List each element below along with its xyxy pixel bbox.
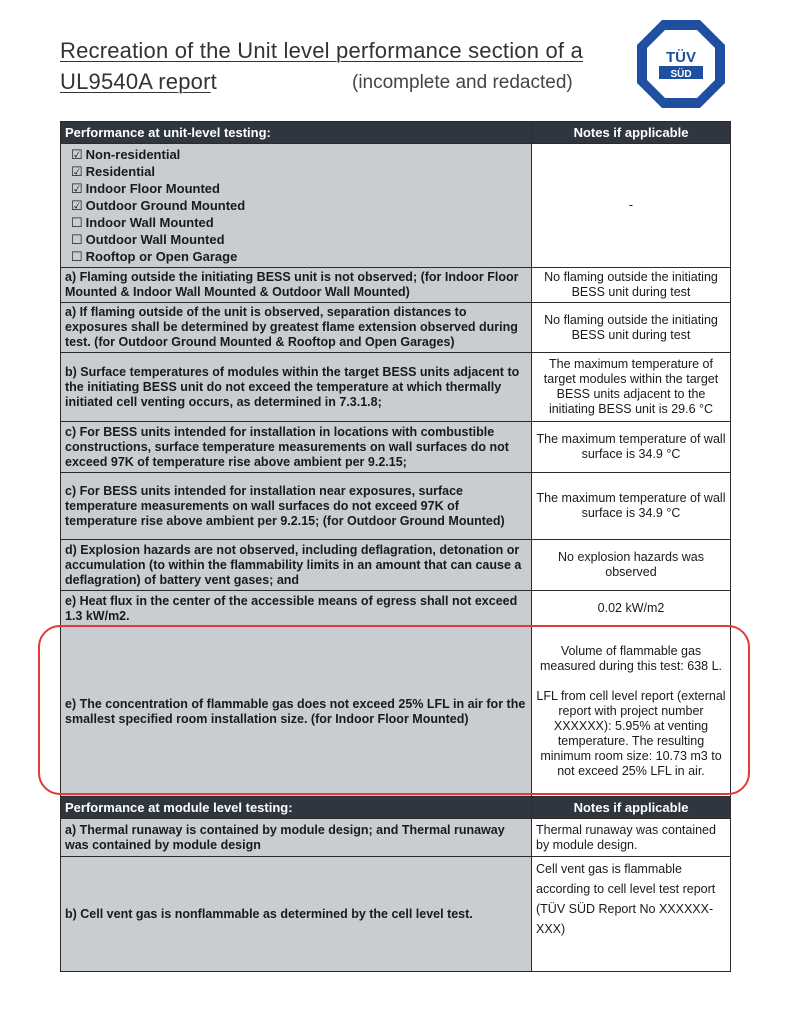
installation-type-item: ☑ Outdoor Ground Mounted [71,198,246,213]
criterion-cell: d) Explosion hazards are not observed, including deflagration, detonation or accumulation (to within the flammability limits in an amount that can cause a deflagration) of battery vent gases; and [61,540,532,591]
table-row [61,857,731,972]
table-row [61,591,731,627]
performance-table [60,121,731,972]
checkbox-icon: ☑ [71,147,83,162]
checkbox-icon: ☐ [71,249,83,264]
title-text-line2-tail: t [210,69,217,94]
table-row [61,353,731,422]
lfl-note-volume: Volume of flammable gas measured during this test: 638 L. [539,644,723,673]
installation-types-note: - [532,144,731,268]
note-cell: 0.02 kW/m2 [532,591,731,627]
unit-header-right: Notes if applicable [532,122,731,144]
logo-text-top: TÜV [666,49,696,66]
note-cell: No explosion hazards was observed [532,540,731,591]
criterion-cell: e) Heat flux in the center of the accessible means of egress shall not exceed 1.3 kW/m2. [61,591,532,627]
table-row [61,303,731,353]
installation-types-row [61,144,731,268]
module-header-left: Performance at module level testing: [61,797,532,819]
criterion-cell: b) Surface temperatures of modules within the target BESS units adjacent to the initiating BESS unit do not exceed the temperature at which thermally initiated cell venting occurs, as determined in 7.3.1.8; [61,353,532,422]
note-cell: No flaming outside the initiating BESS unit during test [532,303,731,353]
criterion-cell: a) Flaming outside the initiating BESS unit is not observed; (for Indoor Floor Mounted & Indoor Wall Mounted & Outdoor Wall Mounted) [61,268,532,303]
lfl-note-cell [532,627,731,797]
table-row [61,268,731,303]
logo-text-bottom: SÜD [670,69,692,80]
report-title-line2 [60,69,217,95]
report-title-line1 [60,38,583,64]
module-header-right: Notes if applicable [532,797,731,819]
module-section-header [61,797,731,819]
installation-type-item: ☐ Indoor Wall Mounted [71,215,214,230]
table-row [61,473,731,540]
table-row [61,540,731,591]
table-row [61,819,731,857]
checkbox-icon: ☐ [71,232,83,247]
installation-type-item: ☐ Rooftop or Open Garage [71,249,238,264]
title-text-line2: UL9540A repor [60,69,211,94]
table-row [61,422,731,473]
checkbox-icon: ☑ [71,198,83,213]
note-cell: The maximum temperature of wall surface is 34.9 °C [532,422,731,473]
installation-type-item: ☑ Non-residential [71,147,181,162]
criterion-cell: a) Thermal runaway is contained by module design; and Thermal runaway was contained by module design [61,819,532,857]
report-subtitle: (incomplete and redacted) [352,72,573,93]
checkbox-icon: ☐ [71,215,83,230]
checkbox-icon: ☑ [71,181,83,196]
note-cell: Thermal runaway was contained by module design. [532,819,731,857]
tuv-sud-logo [635,18,727,110]
note-cell: The maximum temperature of wall surface is 34.9 °C [532,473,731,540]
unit-header-left: Performance at unit-level testing: [61,122,532,144]
installation-types-cell [61,144,532,268]
lfl-criterion-cell: e) The concentration of flammable gas does not exceed 25% LFL in air for the smallest specified room installation size. (for Indoor Floor Mounted) [61,627,532,797]
note-cell: No flaming outside the initiating BESS unit during test [532,268,731,303]
note-cell: Cell vent gas is flammable according to cell level test report (TÜV SÜD Report No XXXXXX-XXX) [532,857,731,972]
criterion-cell: c) For BESS units intended for installation in locations with combustible constructions, surface temperature measurements on wall surfaces do not exceed 97K of temperature rise above ambient per 9.2.15; [61,422,532,473]
lfl-row [61,627,731,797]
criterion-cell: a) If flaming outside of the unit is observed, separation distances to exposures shall be determined by greatest flame extension observed during test. (for Outdoor Ground Mounted & Rooftop and Open Garages) [61,303,532,353]
lfl-note-room-size: LFL from cell level report (external report with project number XXXXXX): 5.95% at venting temperature. The resulting minimum room size: 10.73 m3 to not exceed 25% LFL in air. [536,689,726,778]
checkbox-icon: ☑ [71,164,83,179]
installation-type-item: ☐ Outdoor Wall Mounted [71,232,225,247]
note-spacer [536,674,726,689]
note-cell: The maximum temperature of target modules within the target BESS units adjacent to the initiating BESS unit is 29.6 °C [532,353,731,422]
unit-section-header [61,122,731,144]
installation-type-item: ☑ Indoor Floor Mounted [71,181,220,196]
criterion-cell: b) Cell vent gas is nonflammable as determined by the cell level test. [61,857,532,972]
title-text-line1: Recreation of the Unit level performance section of a [60,38,583,63]
criterion-cell: c) For BESS units intended for installation near exposures, surface temperature measurements on wall surfaces do not exceed 97K of temperature rise above ambient per 9.2.15; (for Outdoor Ground Mounted) [61,473,532,540]
installation-type-item: ☑ Residential [71,164,156,179]
